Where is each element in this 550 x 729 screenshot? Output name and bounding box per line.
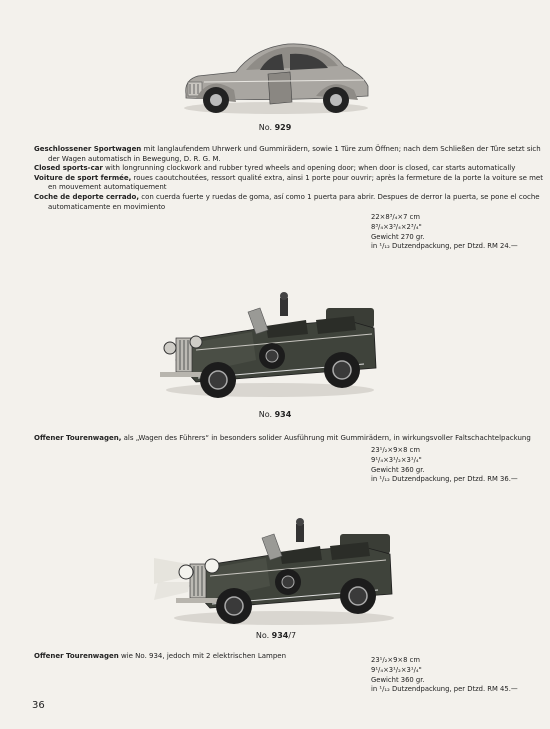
description-en: Closed sports-car with longrunning clockwork and rubber tyred wheels and opening door; when door is closed, car starts automatically (34, 164, 516, 173)
product-number-9347: No. 934/7 (255, 631, 297, 640)
spec-size-inch: 9¹/₄×3¹/₂×3¹/₄" (371, 665, 422, 674)
product-description-934 (34, 434, 534, 444)
spec-size-inch: 9¹/₄×3¹/₂×3¹/₄" (371, 455, 422, 464)
description-de: Geschlossener Sportwagen mit langlaufendem Uhrwerk und Gummirädern, sowie 1 Türe zum Öffnen; nach dem Schließen der Türe setzt sich (34, 145, 541, 153)
spec-weight: Gewicht 360 gr. (371, 465, 425, 474)
product-description-929: Geschlossener Sportwagen mit langlaufendem Uhrwerk und Gummirädern, sowie 1 Türe zum Öffnen; nach dem Schließen der Türe setzt sich der Wagen automatisch in Bewegung, D. R. G. M. Closed sports-car with longrunning clockwork and rubber tyred wheels and opening door; when door is closed, car starts automatically Voiture de sport fermée, roues caoutchoutées, ressort qualité extra, ainsi 1 porte pour ouvrir; après la fermeture de la porte la voiture se met en mouvement automatiquement Coche de deporte cerrado, con cuerda fuerte y ruedas de goma, así como 1 puerta para abrir. Despues de derror la puerta, se pone el coche automaticamente en movimiento (34, 145, 543, 211)
product-number-934: No. 934 (258, 410, 292, 419)
product-specs-929 (371, 213, 518, 252)
description-es: Coche de deporte cerrado, con cuerda fuerte y ruedas de goma, así como 1 puerta para abrir. Despues de derror la puerta, se pone el coche (34, 192, 540, 201)
car-9347-image (154, 512, 404, 630)
spec-size-inch: 8³/₄×3³/₄×2³/₄" (371, 222, 422, 231)
spec-size-cm: 23¹/₂×9×8 cm (371, 656, 420, 664)
spec-price: in ¹/₁₂ Dutzendpackung, per Dtzd. RM 36.— (371, 475, 518, 484)
car-934-image (156, 290, 384, 402)
description-fr: Voiture de sport fermée, roues caoutchoutées, ressort qualité extra, ainsi 1 porte pour ouvrir; après la fermeture de la porte la voiture se met (34, 173, 543, 182)
spec-size-cm: 23¹/₂×9×8 cm (371, 446, 420, 454)
product-description-9347 (34, 652, 354, 662)
description-de: Offener Tourenwagen, als „Wagen des Führers“ in besonders solider Ausführung mit Gummirädern, in wirkungsvoller Faltschachtelpackung (34, 434, 531, 442)
spec-weight: Gewicht 360 gr. (371, 675, 425, 684)
product-specs-9347 (371, 656, 518, 695)
spec-price: in ¹/₁₂ Dutzendpackung, per Dtzd. RM 24.— (371, 242, 518, 251)
spec-size-cm: 22×8³/₄×7 cm (371, 213, 420, 221)
car-929-image (176, 36, 376, 118)
page-number: 36 (32, 700, 45, 711)
product-specs-934 (371, 446, 518, 485)
product-number-929: No. 929 (258, 123, 292, 132)
description-de: Offener Tourenwagen wie No. 934, jedoch mit 2 elektrischen Lampen (34, 652, 287, 660)
spec-weight: Gewicht 270 gr. (371, 232, 425, 241)
spec-price: in ¹/₁₂ Dutzendpackung, per Dtzd. RM 45.— (371, 685, 518, 694)
